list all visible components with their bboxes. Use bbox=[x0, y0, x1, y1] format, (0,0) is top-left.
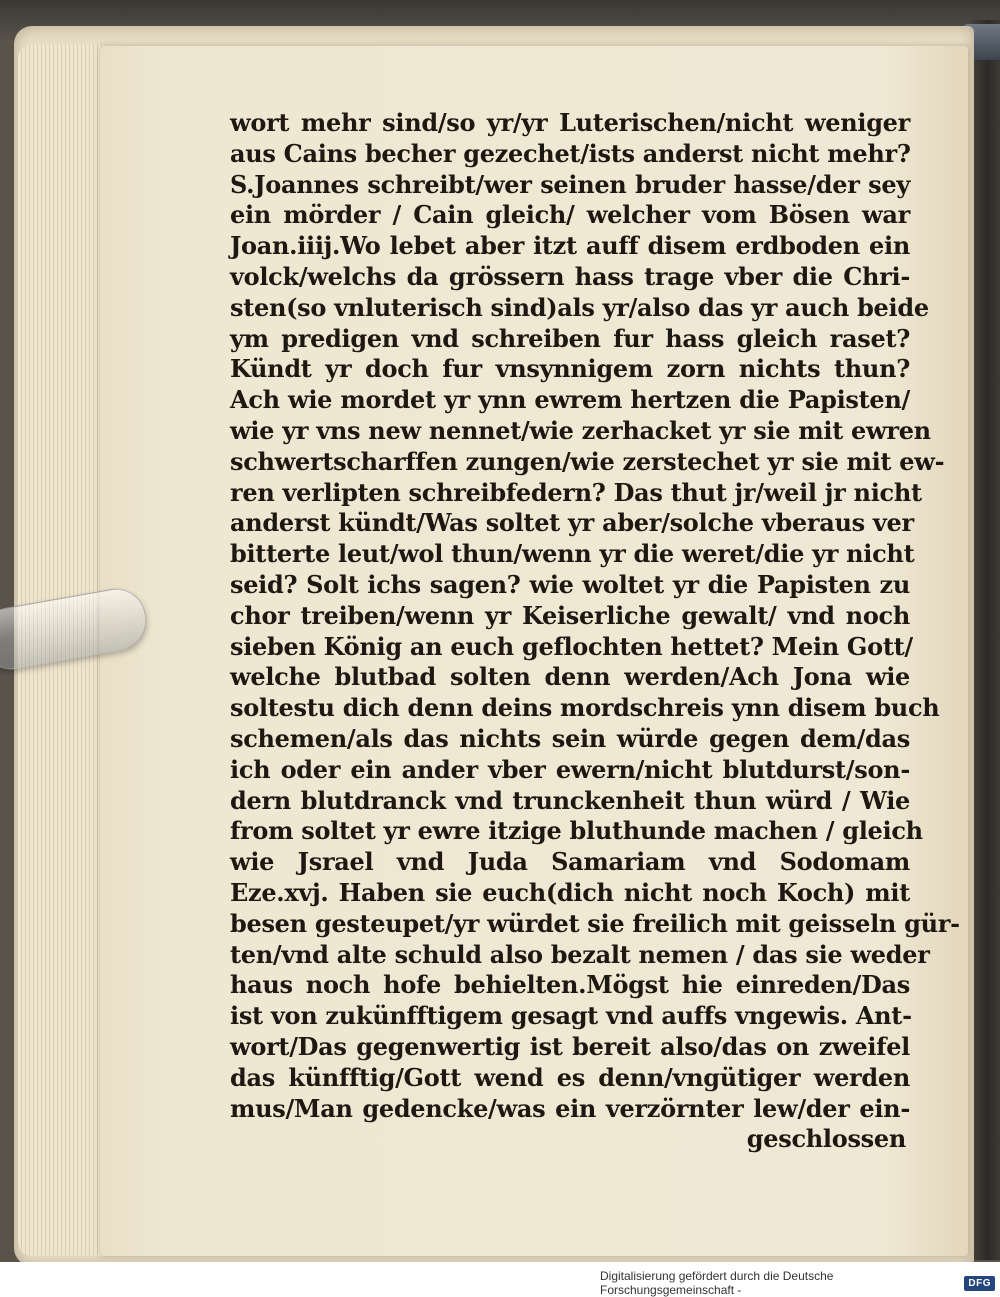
text-line: anderst kündt/Was soltet yr aber/solche vberaus ver bbox=[230, 508, 914, 538]
text-line: welche blutbad solten denn werden/Ach Jona wie bbox=[230, 662, 910, 692]
text-line: sieben König an euch geflochten hettet? Mein Gott/ bbox=[230, 631, 913, 661]
text-line: wie yr vns new nennet/wie zerhacket yr sie mit ewren bbox=[230, 415, 931, 445]
text-line: Ach wie mordet yr ynn ewrem hertzen die Papisten/ bbox=[230, 385, 910, 415]
text-line: Kündt yr doch fur vnsynnigem zorn nichts thun? bbox=[230, 354, 910, 384]
text-line: ist von zukünfftigem gesagt vnd auffs vngewis. Ant- bbox=[230, 1001, 912, 1031]
text-line: das künfftig/Gott wend es denn/vngütiger werden bbox=[230, 1062, 910, 1092]
text-line: aus Cains becher gezechet/ists anderst nicht mehr? bbox=[230, 138, 911, 168]
text-line: from soltet yr ewre itzige bluthunde machen / gleich bbox=[230, 816, 923, 846]
text-line: soltestu dich denn deins mordschreis ynn disem buch bbox=[230, 693, 940, 723]
text-line: ich oder ein ander vber ewern/nicht blutdurst/son- bbox=[230, 754, 910, 784]
text-line: ten/vnd alte schuld also bezalt nemen / das sie weder bbox=[230, 939, 930, 969]
text-line: ein mörder / Cain gleich/ welcher vom Bösen war bbox=[230, 200, 910, 230]
footer-credit bbox=[600, 1269, 995, 1297]
text-line: mus/Man gedencke/was ein verzörnter lew/der ein- bbox=[230, 1093, 910, 1123]
text-line: wort/Das gegenwertig ist bereit also/das on zweifel bbox=[230, 1031, 910, 1061]
text-line: volck/welchs da grössern hass trage vber die Chri- bbox=[230, 261, 910, 291]
credit-text: Digitalisierung gefördert durch die Deutsche Forschungsgemeinschaft - bbox=[600, 1269, 834, 1297]
text-line: Joan.iiij.Wo lebet aber itzt auff disem erdboden ein bbox=[230, 231, 910, 261]
text-line: Eze.xvj. Haben sie euch(dich nicht noch Koch) mit bbox=[230, 877, 910, 907]
text-line: ym predigen vnd schreiben fur hass gleich raset? bbox=[230, 323, 910, 353]
text-line: wort mehr sind/so yr/yr Luterischen/nicht weniger bbox=[230, 108, 910, 137]
text-line: wie Jsrael vnd Juda Samariam vnd Sodomam bbox=[230, 847, 910, 877]
text-line: ren verlipten schreibfedern? Das thut jr/weil jr nicht bbox=[230, 477, 922, 507]
text-line: schemen/als das nichts sein würde gegen dem/das bbox=[230, 723, 910, 753]
text-line: dern blutdranck vnd trunckenheit thun würd / Wie bbox=[230, 785, 910, 815]
text-line: bitterte leut/wol thun/wenn yr die weret/die yr nicht bbox=[230, 539, 915, 569]
text-line: besen gesteupet/yr würdet sie freilich mit geisseln gür- bbox=[230, 908, 960, 938]
text-line: S.Joannes schreibt/wer seinen bruder hasse/der sey bbox=[230, 169, 910, 199]
text-line: schwertscharffen zungen/wie zerstechet yr sie mit ew- bbox=[230, 446, 945, 476]
catchword: geschlossen bbox=[746, 1124, 906, 1154]
text-line: chor treiben/wenn yr Keiserliche gewalt/ vnd noch bbox=[230, 600, 910, 630]
page-text bbox=[230, 108, 960, 1155]
text-line: haus noch hofe behielten.Mögst hie einreden/Das bbox=[230, 970, 910, 1000]
dfg-logo: DFG bbox=[964, 1276, 995, 1291]
text-line: sten(so vnluterisch sind)als yr/also das yr auch beide bbox=[230, 292, 929, 322]
text-line: seid? Solt ichs sagen? wie woltet yr die Papisten zu bbox=[230, 569, 910, 599]
